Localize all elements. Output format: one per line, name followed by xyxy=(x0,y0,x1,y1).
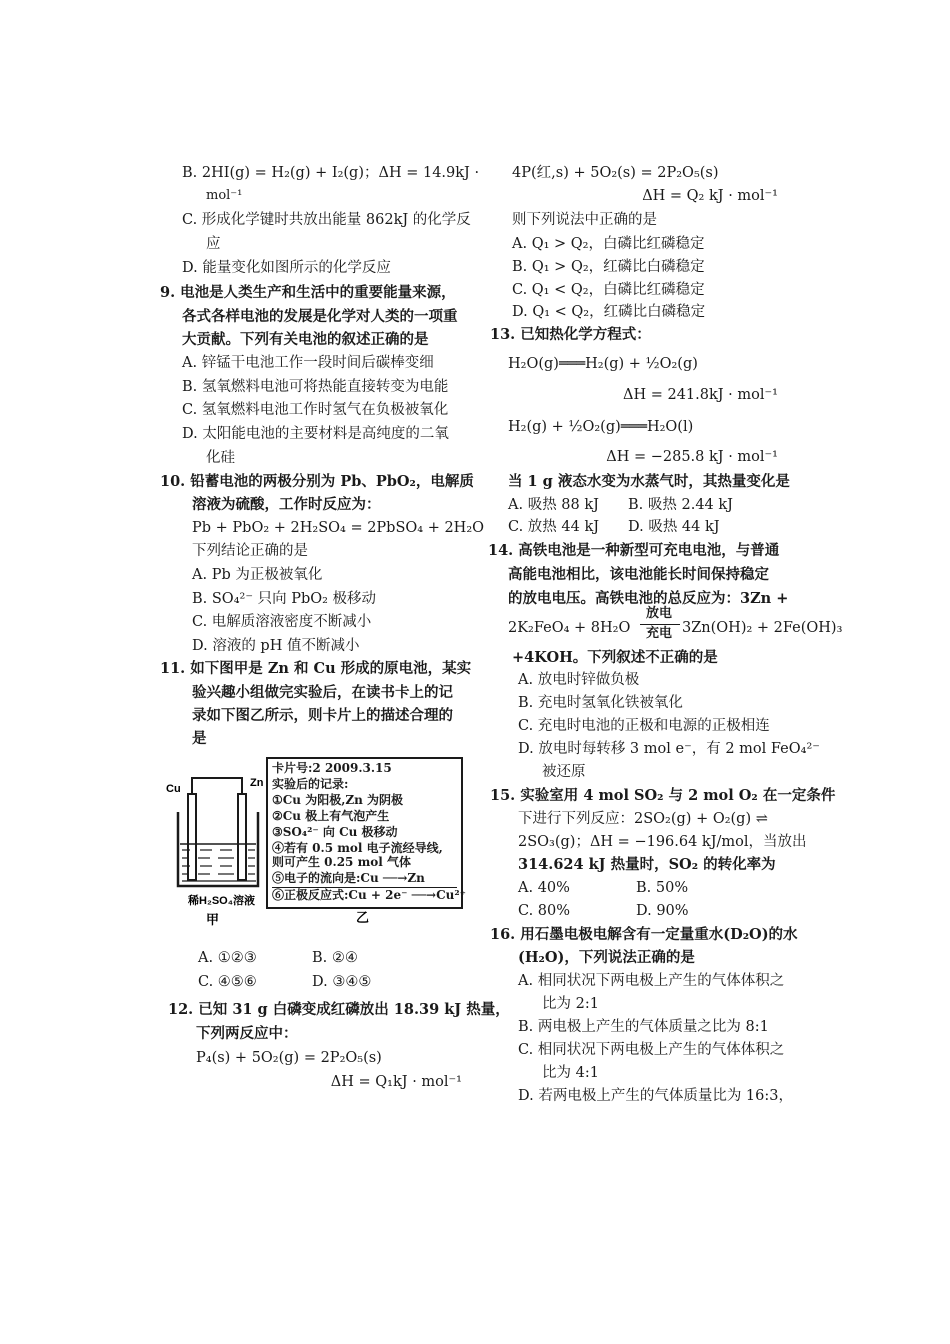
card-line-4: ②Cu 极上有气泡产生 xyxy=(272,809,390,823)
q15-stem-line4: 314.624 kJ 热量时，SO₂ 的转化率为 xyxy=(518,856,776,873)
q14-stem-line1: 14. 高铁电池是一种新型可充电电池，与普通 xyxy=(488,542,780,559)
q10-option-a: A. Pb 为正极被氧化 xyxy=(192,567,323,583)
q13-stem-line2: 当 1 g 液态水变为水蒸气时，其热量变化是 xyxy=(508,473,790,490)
q13-equation-2: H₂(g) + ½O₂(g)═══H₂O(l) xyxy=(508,419,694,435)
q15-option-b: B. 50% xyxy=(636,880,689,896)
q13-option-b: B. 吸热 2.44 kJ xyxy=(628,497,733,513)
q16-stem-line2: (H₂O)，下列说法正确的是 xyxy=(518,949,695,966)
q9-option-a: A. 锌锰干电池工作一段时间后碳棒变细 xyxy=(182,355,434,371)
q10-stem-line4: 下列结论正确的是 xyxy=(192,543,308,559)
q16-option-d: D. 若两电极上产生的气体质量比为 16:3， xyxy=(518,1088,793,1104)
q14-arrow-bottom-label: 充电 xyxy=(646,626,673,641)
q14-stem-line3: 的放电电压。高铁电池的总反应为：3Zn + xyxy=(508,590,789,607)
q14-option-c: C. 充电时电池的正极和电源的正极相连 xyxy=(518,718,770,734)
q11-stem-line1: 11. 如下图甲是 Zn 和 Cu 形成的原电池，某实 xyxy=(160,660,472,677)
q13-enthalpy-1: ΔH = 241.8kJ · mol⁻¹ xyxy=(622,387,778,403)
q15-stem-line2: 下进行下列反应：2SO₂(g) + O₂(g) ⇌ xyxy=(518,811,768,827)
q10-equation: Pb + PbO₂ + 2H₂SO₄ = 2PbSO₄ + 2H₂O xyxy=(192,520,485,536)
card-line-6: ④若有 0.5 mol 电子流经导线, xyxy=(272,841,443,855)
q12-enthalpy-2: ΔH = Q₂ kJ · mol⁻¹ xyxy=(642,188,778,204)
q9-stem-line1: 9. 电池是人类生产和生活中的重要能量来源， xyxy=(160,284,456,301)
q10-option-b: B. SO₄²⁻ 只向 PbO₂ 极移动 xyxy=(192,591,377,607)
card-line-8: ⑤电子的流向是:Cu ──→Zn xyxy=(272,871,425,885)
q9-stem-line3: 大贡献。下列有关电池的叙述正确的是 xyxy=(182,331,429,348)
q10-stem-line1: 10. 铅蓄电池的两极分别为 Pb、PbO₂，电解质 xyxy=(160,473,474,490)
q8-option-c-line2: 应 xyxy=(206,236,221,252)
q12-option-c: C. Q₁ < Q₂，白磷比红磷稳定 xyxy=(512,282,705,298)
q12-equation-1: P₄(s) + 5O₂(g) = 2P₂O₅(s) xyxy=(196,1050,382,1066)
zn-electrode xyxy=(238,794,246,880)
card-line-3: ①Cu 为阳极,Zn 为阴极 xyxy=(272,793,404,807)
q16-option-a-line2: 比为 2:1 xyxy=(542,996,599,1012)
q15-option-a: A. 40% xyxy=(518,880,570,896)
q16-option-c-line2: 比为 4:1 xyxy=(542,1065,599,1081)
q15-stem-line1: 15. 实验室用 4 mol SO₂ 与 2 mol O₂ 在一定条件 xyxy=(490,787,836,804)
q11-option-b: B. ②④ xyxy=(312,950,358,966)
q13-option-d: D. 吸热 44 kJ xyxy=(628,519,720,535)
q8-option-d: D. 能量变化如图所示的化学反应 xyxy=(182,260,391,276)
q13-equation-1: H₂O(g)═══H₂(g) + ½O₂(g) xyxy=(508,356,698,372)
q12-enthalpy-1: ΔH = Q₁kJ · mol⁻¹ xyxy=(330,1074,462,1090)
card-line-7: 则可产生 0.25 mol 气体 xyxy=(272,855,412,869)
q14-option-d-line2: 被还原 xyxy=(542,764,586,780)
q9-option-c: C. 氢氧燃料电池工作时氢气在负极被氧化 xyxy=(182,402,449,418)
q14-stem-line2: 高能电池相比，该电池能长时间保持稳定 xyxy=(508,566,769,583)
q8-option-c-line1: C. 形成化学键时共放出能量 862kJ 的化学反 xyxy=(182,212,471,228)
q14-option-a: A. 放电时锌做负极 xyxy=(518,672,640,688)
q12-equation-2: 4P(红,s) + 5O₂(s) = 2P₂O₅(s) xyxy=(512,165,719,181)
q12-stem-line2: 下列两反应中： xyxy=(196,1025,298,1042)
solution-label: 稀H₂SO₄溶液 xyxy=(188,895,255,907)
q14-option-b: B. 充电时氢氧化铁被氧化 xyxy=(518,695,683,711)
q14-option-d-line1: D. 放电时每转移 3 mol e⁻，有 2 mol FeO₄²⁻ xyxy=(518,741,820,757)
q16-option-b: B. 两电极上产生的气体质量之比为 8:1 xyxy=(518,1019,769,1035)
q14-equation-left: 2K₂FeO₄ + 8H₂O xyxy=(508,620,631,636)
yi-label: 乙 xyxy=(356,911,370,926)
jia-label: 甲 xyxy=(206,913,220,927)
q16-option-c-line1: C. 相同状况下两电极上产生的气体体积之 xyxy=(518,1042,785,1058)
q14-arrow-top-label: 放电 xyxy=(646,606,673,621)
q15-option-d: D. 90% xyxy=(636,903,689,919)
q10-option-c: C. 电解质溶液密度不断减小 xyxy=(192,614,372,630)
cu-label: Cu xyxy=(166,783,181,795)
q9-option-b: B. 氢氧燃料电池可将热能直接转变为电能 xyxy=(182,379,449,395)
q11-option-a: A. ①②③ xyxy=(198,950,257,966)
q16-option-a-line1: A. 相同状况下两电极上产生的气体体积之 xyxy=(518,973,785,989)
q13-option-c: C. 放热 44 kJ xyxy=(508,519,600,535)
q16-stem-line1: 16. 用石墨电极电解含有一定量重水(D₂O)的水 xyxy=(490,926,798,943)
q12-option-b: B. Q₁ > Q₂，红磷比白磷稳定 xyxy=(512,259,705,275)
q9-stem-line2: 各式各样电池的发展是化学对人类的一项重 xyxy=(182,308,458,325)
zn-label: Zn xyxy=(250,777,264,789)
q11-stem-line4: 是 xyxy=(192,730,207,747)
q13-option-a: A. 吸热 88 kJ xyxy=(508,497,599,513)
card-line-1: 卡片号:2 2009.3.15 xyxy=(272,761,392,775)
q8-option-b-line2: mol⁻¹ xyxy=(206,188,243,203)
q12-stem-line1: 12. 已知 31 g 白磷变成红磷放出 18.39 kJ 热量， xyxy=(168,1001,510,1018)
q12-option-d: D. Q₁ < Q₂，红磷比白磷稳定 xyxy=(512,304,706,320)
q15-stem-line3: 2SO₃(g)；ΔH = −196.64 kJ/mol，当放出 xyxy=(518,834,807,850)
q12-stem-line3: 则下列说法中正确的是 xyxy=(512,212,657,228)
q10-option-d: D. 溶液的 pH 值不断减小 xyxy=(192,638,360,654)
q11-option-c: C. ④⑤⑥ xyxy=(198,974,257,990)
card-line-2: 实验后的记录: xyxy=(272,777,349,791)
q8-option-b-line1: B. 2HI(g) = H₂(g) + I₂(g)；ΔH = 14.9kJ · xyxy=(182,165,480,181)
q15-option-c: C. 80% xyxy=(518,903,571,919)
q9-option-d-line2: 化硅 xyxy=(206,450,235,466)
q9-option-d-line1: D. 太阳能电池的主要材料是高纯度的二氧 xyxy=(182,426,449,442)
q14-stem-line5: +4KOH。下列叙述不正确的是 xyxy=(512,649,718,666)
q11-option-d: D. ③④⑤ xyxy=(312,974,372,990)
q13-stem-line1: 13. 已知热化学方程式： xyxy=(490,326,651,343)
q11-stem-line3: 录如下图乙所示，则卡片上的描述合理的 xyxy=(192,707,453,724)
record-card xyxy=(266,757,466,909)
q13-enthalpy-2: ΔH = −285.8 kJ · mol⁻¹ xyxy=(606,449,778,465)
q10-stem-line2: 溶液为硫酸，工作时反应为： xyxy=(192,496,381,513)
card-line-9: ⑥正极反应式:Cu + 2e⁻ ──→Cu²⁺ xyxy=(272,888,466,902)
q12-option-a: A. Q₁ > Q₂，白磷比红磷稳定 xyxy=(512,236,705,252)
cu-electrode xyxy=(188,794,196,880)
q14-equation-right: 3Zn(OH)₂ + 2Fe(OH)₃ xyxy=(682,620,843,636)
q11-stem-line2: 验兴趣小组做完实验后，在读书卡上的记 xyxy=(192,684,453,701)
card-line-5: ③SO₄²⁻ 向 Cu 极移动 xyxy=(272,825,398,839)
